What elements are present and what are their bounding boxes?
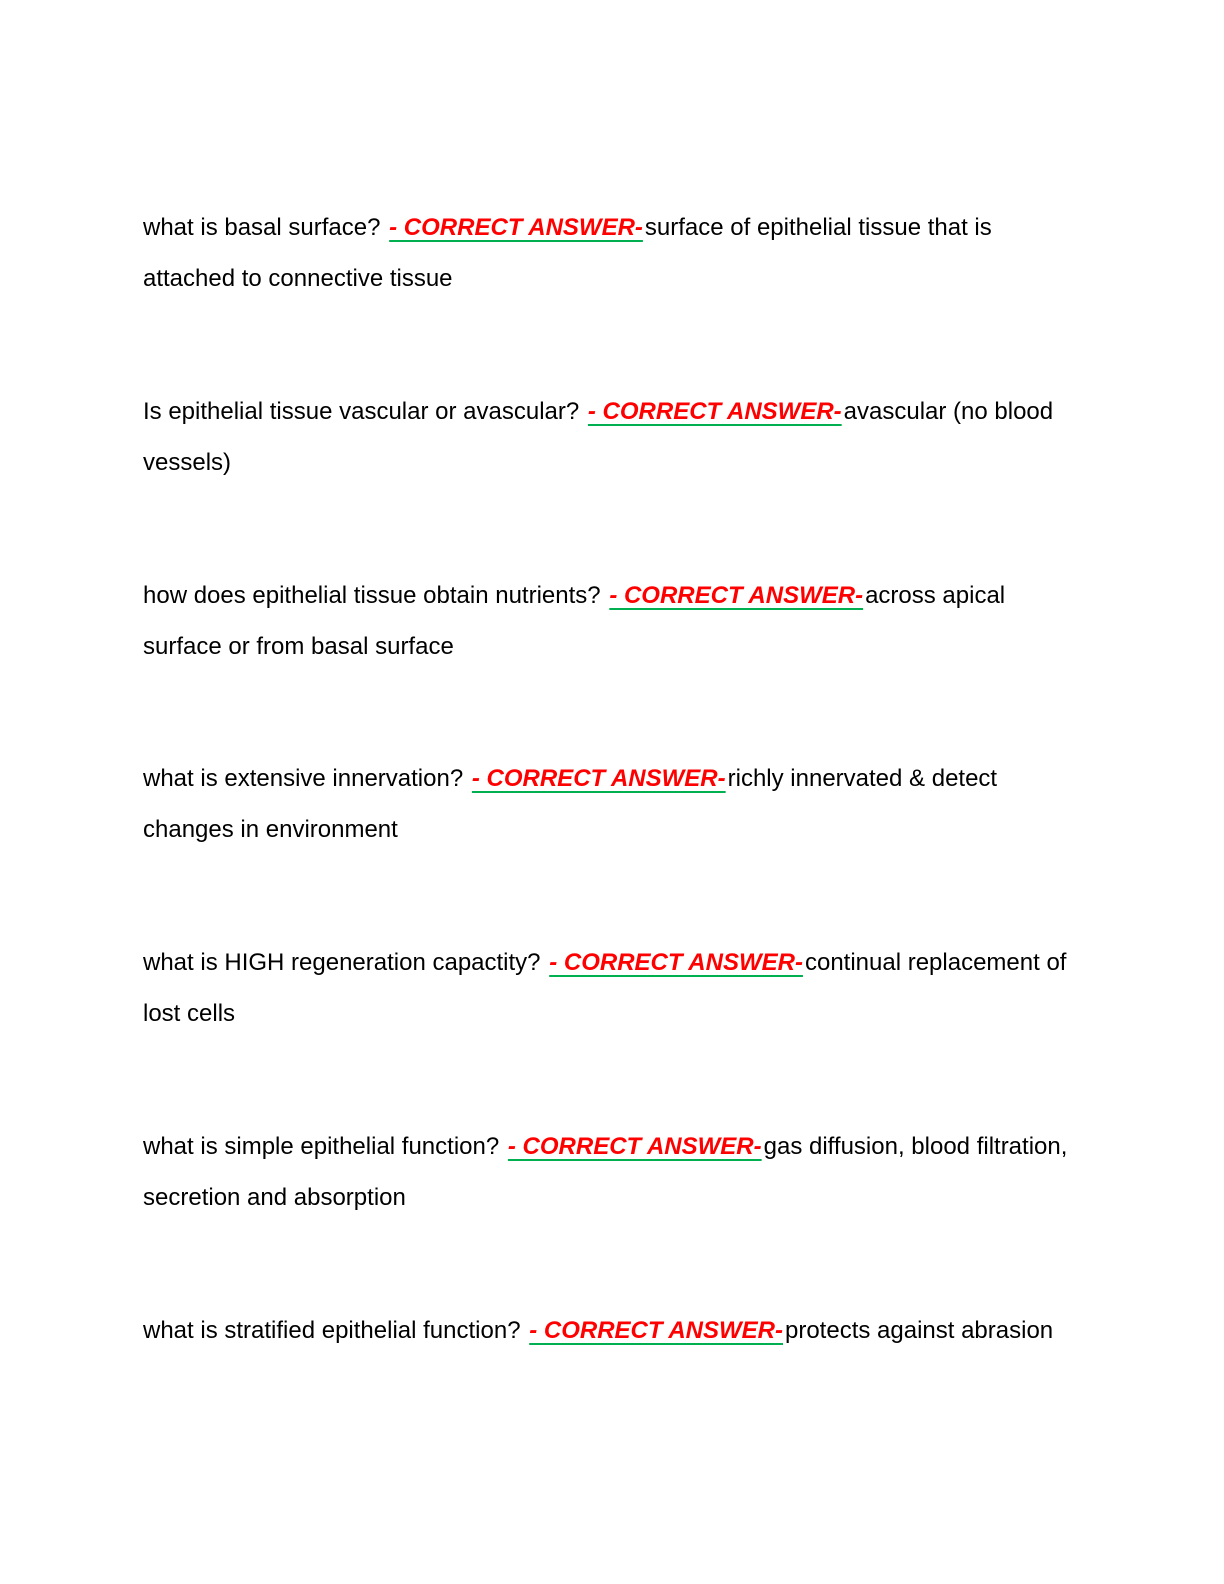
qa-item-4 [143, 753, 1078, 855]
question-text: what is HIGH regeneration capactity? [143, 949, 541, 976]
qa-item-6 [143, 1121, 1078, 1223]
correct-answer-marker: - CORRECT ANSWER- [587, 398, 842, 425]
qa-item-7 [143, 1305, 1078, 1356]
question-text: what is stratified epithelial function? [143, 1317, 521, 1344]
question-text: Is epithelial tissue vascular or avascular? [143, 398, 580, 425]
answer-text: protects against abrasion [784, 1317, 1054, 1344]
correct-answer-marker: - CORRECT ANSWER- [471, 765, 726, 792]
correct-answer-marker: - CORRECT ANSWER- [549, 949, 803, 976]
answer-text: richly innervated & detect changes in environment [143, 765, 998, 843]
question-text: what is extensive innervation? [143, 765, 464, 792]
question-text: what is basal surface? [143, 214, 381, 241]
qa-item-1 [143, 202, 1078, 304]
answer-text: gas diffusion, blood filtration, secretion and absorption [143, 1133, 1068, 1211]
qa-item-3 [143, 570, 1078, 672]
answer-text: avascular (no blood vessels) [143, 398, 1054, 476]
question-text: what is simple epithelial function? [143, 1133, 500, 1160]
correct-answer-marker: - CORRECT ANSWER- [507, 1133, 762, 1160]
question-text: how does epithelial tissue obtain nutrients? [143, 582, 601, 609]
answer-text: across apical surface or from basal surface [143, 582, 1006, 660]
qa-item-5 [143, 937, 1078, 1039]
correct-answer-marker: - CORRECT ANSWER- [529, 1317, 783, 1344]
correct-answer-marker: - CORRECT ANSWER- [389, 214, 643, 241]
answer-text: continual replacement of lost cells [143, 949, 1067, 1027]
qa-item-2 [143, 386, 1078, 488]
answer-text: surface of epithelial tissue that is attached to connective tissue [143, 214, 992, 292]
correct-answer-marker: - CORRECT ANSWER- [609, 582, 864, 609]
